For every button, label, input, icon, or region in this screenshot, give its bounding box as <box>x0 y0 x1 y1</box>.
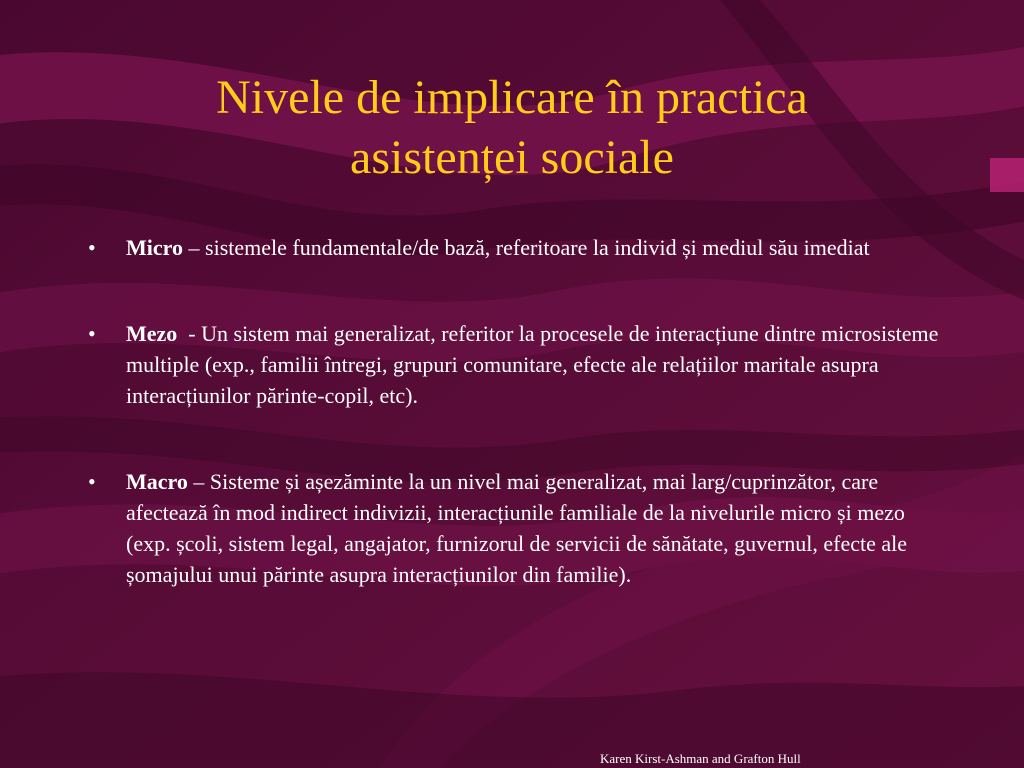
bullet-text-macro: – Sisteme și așezăminte la un nivel mai generalizat, mai larg/cuprinzător, care afectează în mod indirect indivizii, interacțiunile familiale de la nivelurile micro și mezo (exp. școli, sistem legal, angajator, furnizorul de servicii de sănătate, guvernul, efecte ale șomajului unui părinte asupra interacțiunilor din familie). <box>126 469 908 587</box>
title-line-2: asistenței sociale <box>350 131 674 184</box>
bullet-macro <box>88 466 948 590</box>
attribution-footer: Karen Kirst-Ashman and Grafton Hull <box>600 751 801 766</box>
bullet-text-mezo: - Un sistem mai generalizat, referitor la procesele de interacțiune dintre microsisteme multiple (exp., familii întregi, grupuri comunitare, efecte ale relațiilor maritale asupra interacțiunilor părinte-copil, etc). <box>126 321 944 408</box>
bullet-marker: • <box>88 469 96 494</box>
slide-title <box>60 68 964 188</box>
bullet-marker: • <box>88 321 96 346</box>
bullet-micro <box>88 232 948 263</box>
bullet-term-mezo: Mezo <box>126 321 178 346</box>
bullet-term-macro: Macro <box>126 469 188 494</box>
bullet-marker: • <box>88 235 96 260</box>
bullet-text-micro: – sistemele fundamentale/de bază, referitoare la individ și mediul său imediat <box>183 235 870 260</box>
title-line-1: Nivele de implicare în practica <box>216 71 808 124</box>
bullet-mezo <box>88 318 948 411</box>
bullet-list <box>88 232 948 645</box>
bullet-term-micro: Micro <box>126 235 184 260</box>
